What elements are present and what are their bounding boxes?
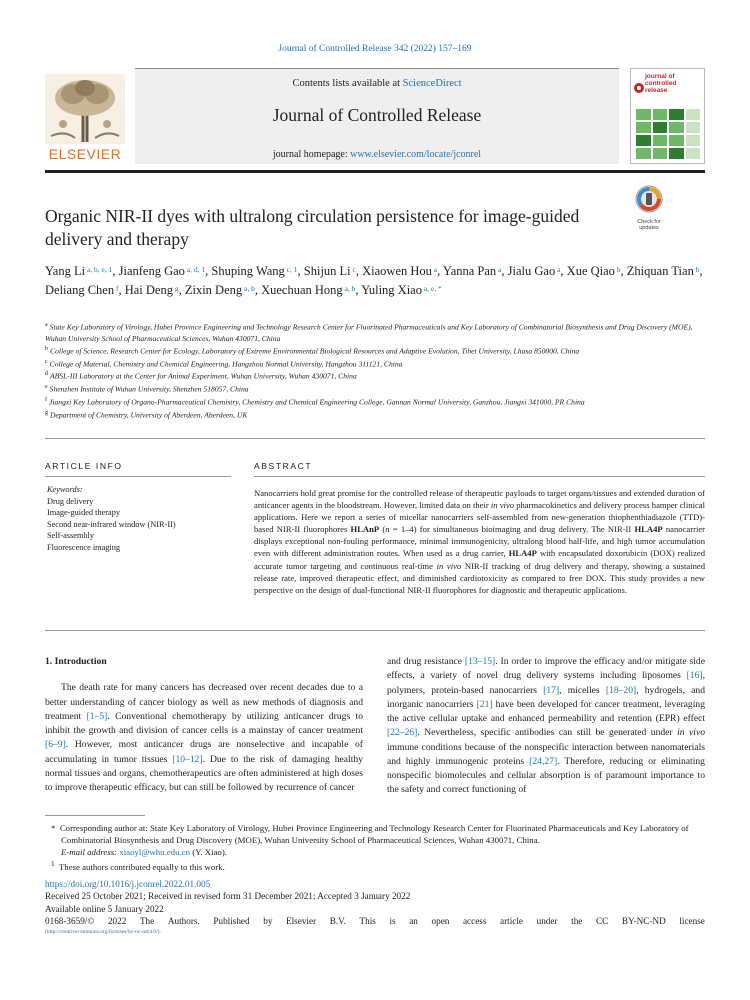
footnote-divider: [45, 815, 145, 816]
journal-homepage-link[interactable]: www.elsevier.com/locate/jconrel: [350, 149, 482, 160]
license-word: Published: [213, 916, 250, 927]
author-name[interactable]: Xiaowen Hou: [362, 264, 432, 278]
intro-paragraph-1: The death rate for many cancers has decreased over recent decades due to a better understanding of cancer biology as well as new methods of diagnosis and treatment [1–5]. Conventional chemotherapy by utilizing anticancer drugs to inhibit the growth and division of cancer cells is a mainstay of cancer treatment [6–9]. However, most anticancer drugs are nonselective and incapable of accumulating in tumor tissues [10–12]. Due to the risk of damaging healthy normal tissues and organs, chemotherapeutics are often administered at high doses to improve therapeutic efficacy, but can still be followed by recurrence of cancer: [45, 682, 363, 793]
author-name[interactable]: Yang Li: [45, 264, 86, 278]
author-list: Yang Li $^{a, b, e, 1}$, Jianfeng Gao $^{a, d, 1}$, Shuping Wang $^{c, 1}$, Shijun Li $^c$, Xiaowen Hou $^a$, Yanna Pan $^a$, Jialu Gao $^a$, Xue Qiao $^b$, Zhiquan Tian $^b$, Deliang Chen $^f$, Hai Deng $^g$, Zixin Deng $^{a, b}$, Xuechuan Hong $^{a, b}$, Yuling Xiao $^{a, e, *}$: [45, 264, 703, 297]
license-word: This: [359, 916, 376, 927]
footnotes: [45, 822, 705, 873]
author-name[interactable]: Zixin Deng: [184, 283, 243, 297]
corresponding-email-link[interactable]: xiaoyl@whu.edu.cn: [119, 847, 190, 858]
author-affiliation-marker[interactable]: b: [614, 265, 621, 274]
online-date: Available online 5 January 2022: [45, 903, 164, 914]
license-word: CC: [595, 916, 609, 927]
author-affiliation-marker[interactable]: a: [496, 265, 502, 274]
affiliation-item: $^e$ Shenzhen Institute of Wuhan University, Shenzhen 518057, China: [45, 384, 249, 394]
affiliation-list: [45, 320, 705, 420]
keyword-item: Drug delivery: [47, 496, 94, 506]
author-affiliation-marker[interactable]: a, b: [342, 284, 356, 293]
author-affiliation-marker[interactable]: a: [431, 265, 438, 274]
license-word: access: [462, 916, 487, 927]
journal-citation[interactable]: Journal of Controlled Release 342 (2022) 157–169: [278, 44, 472, 54]
keywords-title: Keywords:: [47, 485, 83, 494]
keyword-item: Second near-infrared window (NIR-II): [47, 519, 176, 529]
elsevier-wordmark: ELSEVIER: [48, 146, 122, 162]
license-word: BY-NC-ND: [621, 916, 666, 927]
author-affiliation-marker[interactable]: a: [555, 265, 561, 274]
intro-paragraph-continued: and drug resistance [13–15]. In order to improve the efficacy and/or mitigate side effects, a variety of novel drug delivery systems including liposomes [16], polymers, protein-based nanocarriers [17], micelles [18–20], hydrogels, and inorganic nanocarriers [21] have been developed for cancer treatment, leveraging the active cellular uptake and enhanced permeability and retention (EPR) effect [22–26]. Nevertheless, specific antibodies can still be generated under in vivo immune conditions because of the nonspecific interaction between nanomaterials and highly immunogenic proteins [24,27]. Therefore, reducing or eliminating nonspecific biomolecules and cellular absorption is of paramount importance to the safety and correct functioning of: [387, 656, 706, 796]
license-word: the: [571, 916, 583, 927]
author-affiliation-marker[interactable]: g: [172, 284, 179, 293]
homepage-line: [135, 149, 619, 160]
license-word: article: [500, 916, 523, 927]
license-word: open: [431, 916, 450, 927]
abstract-divider: [45, 630, 705, 631]
corresponding-author-note: * Corresponding author at: State Key Laboratory of Virology, Hubei Province Engineering and Technology Research Center for Fluorinated Pharmaceuticals and Key Laboratory of Combinatorial Biosynthesis and Drug Discovery (MOE), Wuhan University School of Pharmaceutical Sciences, Wuhan 430071, China.: [51, 823, 689, 846]
license-link[interactable]: (http://creativecommons.org/licenses/by-nc-nd/4.0/).: [45, 928, 161, 935]
abstract-rule: [254, 476, 705, 477]
check-for-updates-button[interactable]: [629, 185, 669, 231]
check-updates-label: Check for updates: [637, 219, 661, 231]
email-note: E-mail address: xiaoyl@whu.edu.cn (Y. Xiao).: [61, 847, 227, 858]
cover-image-grid: [636, 109, 700, 159]
author-name[interactable]: Jialu Gao: [507, 264, 556, 278]
keyword-item: Self-assembly: [47, 531, 95, 541]
journal-title: Journal of Controlled Release: [272, 105, 482, 125]
cover-title-line-3: release: [645, 87, 668, 94]
license-word: is: [389, 916, 396, 927]
license-word: B.V.: [329, 916, 346, 927]
homepage-prefix: journal homepage:: [272, 149, 348, 160]
keyword-item: Image-guided therapy: [47, 508, 121, 518]
citation-link[interactable]: [1–5]: [86, 710, 108, 722]
article-info-rule: [45, 476, 231, 477]
doi-link[interactable]: https://doi.org/10.1016/j.jconrel.2022.01.005: [45, 879, 211, 889]
keyword-list: [47, 496, 227, 554]
citation-link[interactable]: [13–15]: [464, 656, 496, 667]
author-affiliation-marker[interactable]: f: [114, 284, 119, 293]
author-name[interactable]: Yuling Xiao: [361, 283, 422, 297]
equal-contribution-note: $^1$ These authors contributed equally to this work.: [51, 859, 225, 873]
article-title: Organic NIR-II dyes with ultralong circulation persistence for image-guided delivery and therapy: [45, 206, 580, 249]
author-name[interactable]: Xuechuan Hong: [261, 283, 343, 297]
citation-link[interactable]: [17]: [543, 684, 560, 696]
citation-link[interactable]: [22–26]: [387, 727, 418, 739]
affiliation-item: $^g$ Department of Chemistry, University of Aberdeen, Aberdeen, UK: [45, 409, 248, 420]
body-column-right: [387, 655, 705, 798]
license-word: Elsevier: [286, 916, 317, 927]
affiliation-item: $^c$ College of Material, Chemistry and Chemical Engineering, Hangzhou Normal University, Hangzhou 311121, China: [45, 358, 403, 369]
citation-link[interactable]: [18–20]: [605, 684, 637, 696]
journal-cover-thumbnail[interactable]: [630, 68, 705, 164]
author-affiliation-marker[interactable]: c, 1: [284, 265, 298, 274]
publication-info: [45, 878, 705, 936]
keywords-block: [47, 484, 227, 554]
author-name[interactable]: Jianfeng Gao: [118, 264, 185, 278]
keyword-item: Fluorescence imaging: [47, 542, 121, 552]
author-affiliation-marker[interactable]: c: [350, 265, 356, 274]
abstract-text: Nanocarriers hold great promise for the controlled release of therapeutic payloads to target organs/tissues and extended duration of anticancer agents in the bloodstream. However, limited data on their in vivo pharmacokinetics and delivery process hamper clinical applications. Here we report a series of micellar nanocarriers self-assembled from new-generation thiophenthiadiazole (TTD)-based NIR-II fluorophores HLAnP (n = 1–4) for simultaneous bioimaging and drug delivery. The NIR-II HLA4P nanocarrier displays exceptional non-fouling performance, minimal immunogenicity, ultralong blood half-life, and high tumor accumulation even with different administration routes. When used as a drug carrier, HLA4P with encapsulated doxorubicin (DOX) realized accurate tumor targeting and continuous real-time in vivo NIR-II tracking of drug delivery and therapy, showing a sustained release rate, improved therapeutic effect, and diminished cardiotoxicity as compared to free DOX. This study provides a new perspective on the design of dual-functional NIR-II fluorophores for diagnostic and therapeutic applications.: [254, 488, 706, 595]
license-word: 2022: [107, 916, 127, 927]
elsevier-logo[interactable]: [45, 74, 125, 164]
affiliation-item: $^f$ Jiangxi Key Laboratory of Organo-Pharmaceutical Chemistry, Chemistry and Chemical Engineering College, Gannan Normal University, Ganzhou, Jiangxi 341000, PR China: [45, 396, 585, 407]
abstract-heading: ABSTRACT: [254, 461, 313, 471]
license-word: The: [139, 916, 155, 927]
author-affiliation-marker[interactable]: b: [693, 265, 700, 274]
affiliation-item: $^d$ ABSL-III Laboratory at the Center for Animal Experiment, Wuhan University, Wuhan 430071, China: [45, 371, 357, 381]
citation-link[interactable]: [10–12]: [172, 753, 203, 765]
author-name[interactable]: Zhiquan Tian: [626, 264, 694, 278]
citation-link[interactable]: [21]: [476, 698, 493, 710]
author-name[interactable]: Shijun Li: [303, 264, 351, 278]
author-name[interactable]: Deliang Chen: [45, 283, 115, 297]
license-word: under: [536, 916, 558, 927]
elsevier-tree-icon: [45, 74, 125, 144]
citation-link[interactable]: [6–9]: [45, 739, 66, 751]
received-dates: Received 25 October 2021; Received in revised form 31 December 2021; Accepted 3 January 2022: [45, 891, 411, 902]
check-updates-icon: [635, 185, 663, 213]
author-affiliation-marker[interactable]: a, d, 1: [184, 265, 206, 274]
affiliation-divider: [45, 438, 705, 439]
author-affiliation-marker[interactable]: a, e, *: [421, 284, 442, 293]
sciencedirect-link[interactable]: ScienceDirect: [402, 78, 462, 89]
citation-link[interactable]: [24,27]: [529, 755, 558, 767]
masthead-divider: [45, 170, 705, 173]
cover-title-line-1: journal of: [645, 73, 675, 80]
author-affiliation-marker[interactable]: a, b, e, 1: [85, 265, 113, 274]
contents-line: [135, 78, 619, 89]
license-word: by: [263, 916, 273, 927]
license-word: Authors.: [167, 916, 200, 927]
masthead: [45, 68, 705, 164]
author-name[interactable]: Hai Deng: [124, 283, 173, 297]
cover-title-line-2: controlled: [645, 80, 677, 87]
affiliation-item: $^b$ College of Science, Research Center for Ecology, Laboratory of Extreme Environmental Biological Resources and Adaptive Evolution, Tibet University, Lhasa 850000, China: [45, 345, 580, 356]
citation-link[interactable]: [16]: [686, 670, 703, 682]
license-word: 0168-3659/©: [45, 916, 95, 927]
author-name[interactable]: Yanna Pan: [442, 264, 497, 278]
body-column-left: [45, 655, 363, 795]
contents-prefix: Contents lists available at: [292, 78, 401, 89]
article-info-heading: ARTICLE INFO: [45, 461, 123, 471]
author-name[interactable]: Shuping Wang: [211, 264, 285, 278]
cover-journal-name: [645, 73, 676, 94]
license-word: license: [679, 916, 705, 927]
affiliation-item: $^a$ State Key Laboratory of Virology, Hubei Province Engineering and Technology Research Center for Fluorinated Pharmaceuticals and Key Laboratory of Combinatorial Biosynthesis and Drug Discovery (MOE), Wuhan University School of Pharmaceutical Sciences, Wuhan 430071, China: [45, 322, 693, 343]
author-name[interactable]: Xue Qiao: [566, 264, 615, 278]
license-statement: [45, 915, 705, 927]
license-word: an: [409, 916, 418, 927]
masthead-box: [135, 68, 619, 164]
introduction-heading: 1. Introduction: [45, 656, 107, 667]
author-affiliation-marker[interactable]: a, b: [242, 284, 255, 293]
